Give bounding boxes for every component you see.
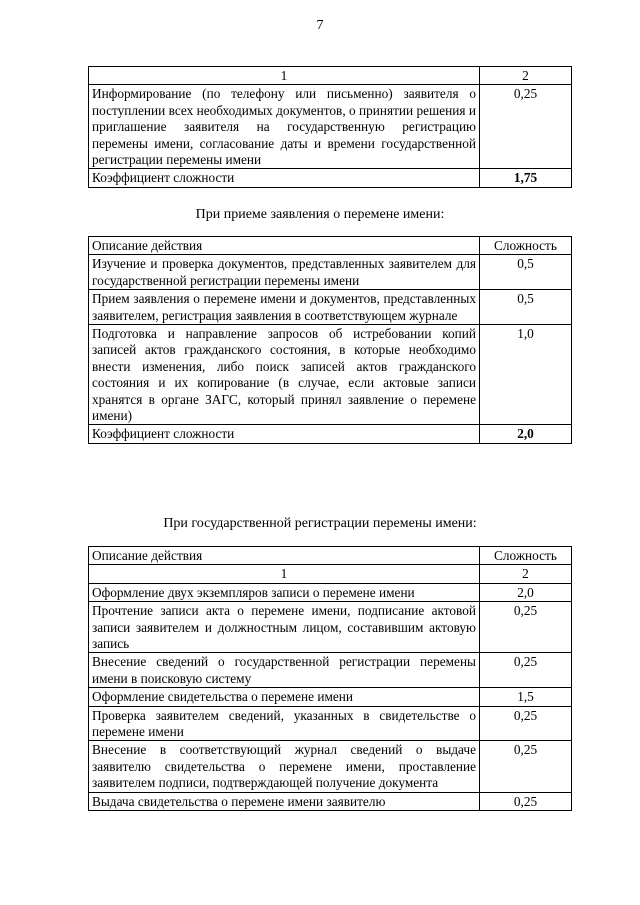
total-row (89, 169, 572, 187)
column-number-1: 1 (89, 67, 480, 85)
table-row (89, 255, 572, 290)
complexity-value: 1,0 (480, 325, 572, 425)
action-description: Информирование (по телефону или письменно) заявителя о поступлении всех необходимых документов, о принятии решения и приглашение заявителя на государственную регистрацию перемены имени, согласование даты и времени государственной регистрации перемены имени (89, 85, 480, 169)
column-header-action: Описание действия (89, 547, 480, 565)
complexity-value: 0,5 (480, 290, 572, 325)
action-description: Выдача свидетельства о перемене имени заявителю (89, 792, 480, 810)
column-number-2: 2 (480, 67, 572, 85)
table-row (89, 792, 572, 810)
table-row (89, 325, 572, 425)
action-description: Внесение в соответствующий журнал сведений о выдаче заявителю свидетельства о перемене имени, проставление заявителем подписи, подтверждающей получение документа (89, 741, 480, 792)
table-header-row (89, 237, 572, 255)
column-header-complexity: Сложность (480, 237, 572, 255)
complexity-value: 1,5 (480, 688, 572, 706)
page-number: 7 (316, 18, 324, 33)
section-caption: При приеме заявления о перемене имени: (195, 207, 445, 222)
complexity-value: 0,25 (480, 85, 572, 169)
complexity-value: 0,25 (480, 602, 572, 653)
table-application-acceptance (88, 236, 572, 444)
table-header-row (89, 67, 572, 85)
action-description: Подготовка и направление запросов об истребовании копий записей актов гражданского состояния, в которые необходимо внести изменения, либо поиск записей актов гражданского состояния и их копирование (в случае, если актовые записи хранятся в органе ЗАГС, который принял заявление о перемене имени) (89, 325, 480, 425)
total-label: Коэффициент сложности (89, 169, 480, 187)
action-description: Оформление двух экземпляров записи о перемене имени (89, 583, 480, 601)
total-label: Коэффициент сложности (89, 425, 480, 443)
total-row (89, 425, 572, 443)
action-description: Прием заявления о перемене имени и документов, представленных заявителем, регистрация заявления в соответствующем журнале (89, 290, 480, 325)
complexity-value: 2,0 (480, 583, 572, 601)
table-row (89, 583, 572, 601)
table-state-registration (88, 546, 572, 811)
table-numbering-row (89, 565, 572, 583)
table-row (89, 85, 572, 169)
action-description: Прочтение записи акта о перемене имени, подписание актовой записи заявителем и должностным лицом, составившим актовую запись (89, 602, 480, 653)
complexity-value: 0,25 (480, 792, 572, 810)
complexity-value: 0,5 (480, 255, 572, 290)
table-row (89, 653, 572, 688)
table-continuation (88, 66, 572, 188)
complexity-value: 0,25 (480, 741, 572, 792)
column-number-2: 2 (480, 565, 572, 583)
action-description: Оформление свидетельства о перемене имени (89, 688, 480, 706)
total-value: 1,75 (480, 169, 572, 187)
action-description: Проверка заявителем сведений, указанных в свидетельстве о перемене имени (89, 706, 480, 741)
section-caption: При государственной регистрации перемены имени: (163, 516, 477, 531)
column-number-1: 1 (89, 565, 480, 583)
complexity-value: 0,25 (480, 706, 572, 741)
action-description: Внесение сведений о государственной регистрации перемены имени в поисковую систему (89, 653, 480, 688)
table-row (89, 688, 572, 706)
table-row (89, 602, 572, 653)
table-row (89, 290, 572, 325)
column-header-action: Описание действия (89, 237, 480, 255)
action-description: Изучение и проверка документов, представленных заявителем для государственной регистрации перемены имени (89, 255, 480, 290)
complexity-value: 0,25 (480, 653, 572, 688)
column-header-complexity: Сложность (480, 547, 572, 565)
table-row (89, 706, 572, 741)
total-value: 2,0 (480, 425, 572, 443)
table-row (89, 741, 572, 792)
table-header-row (89, 547, 572, 565)
